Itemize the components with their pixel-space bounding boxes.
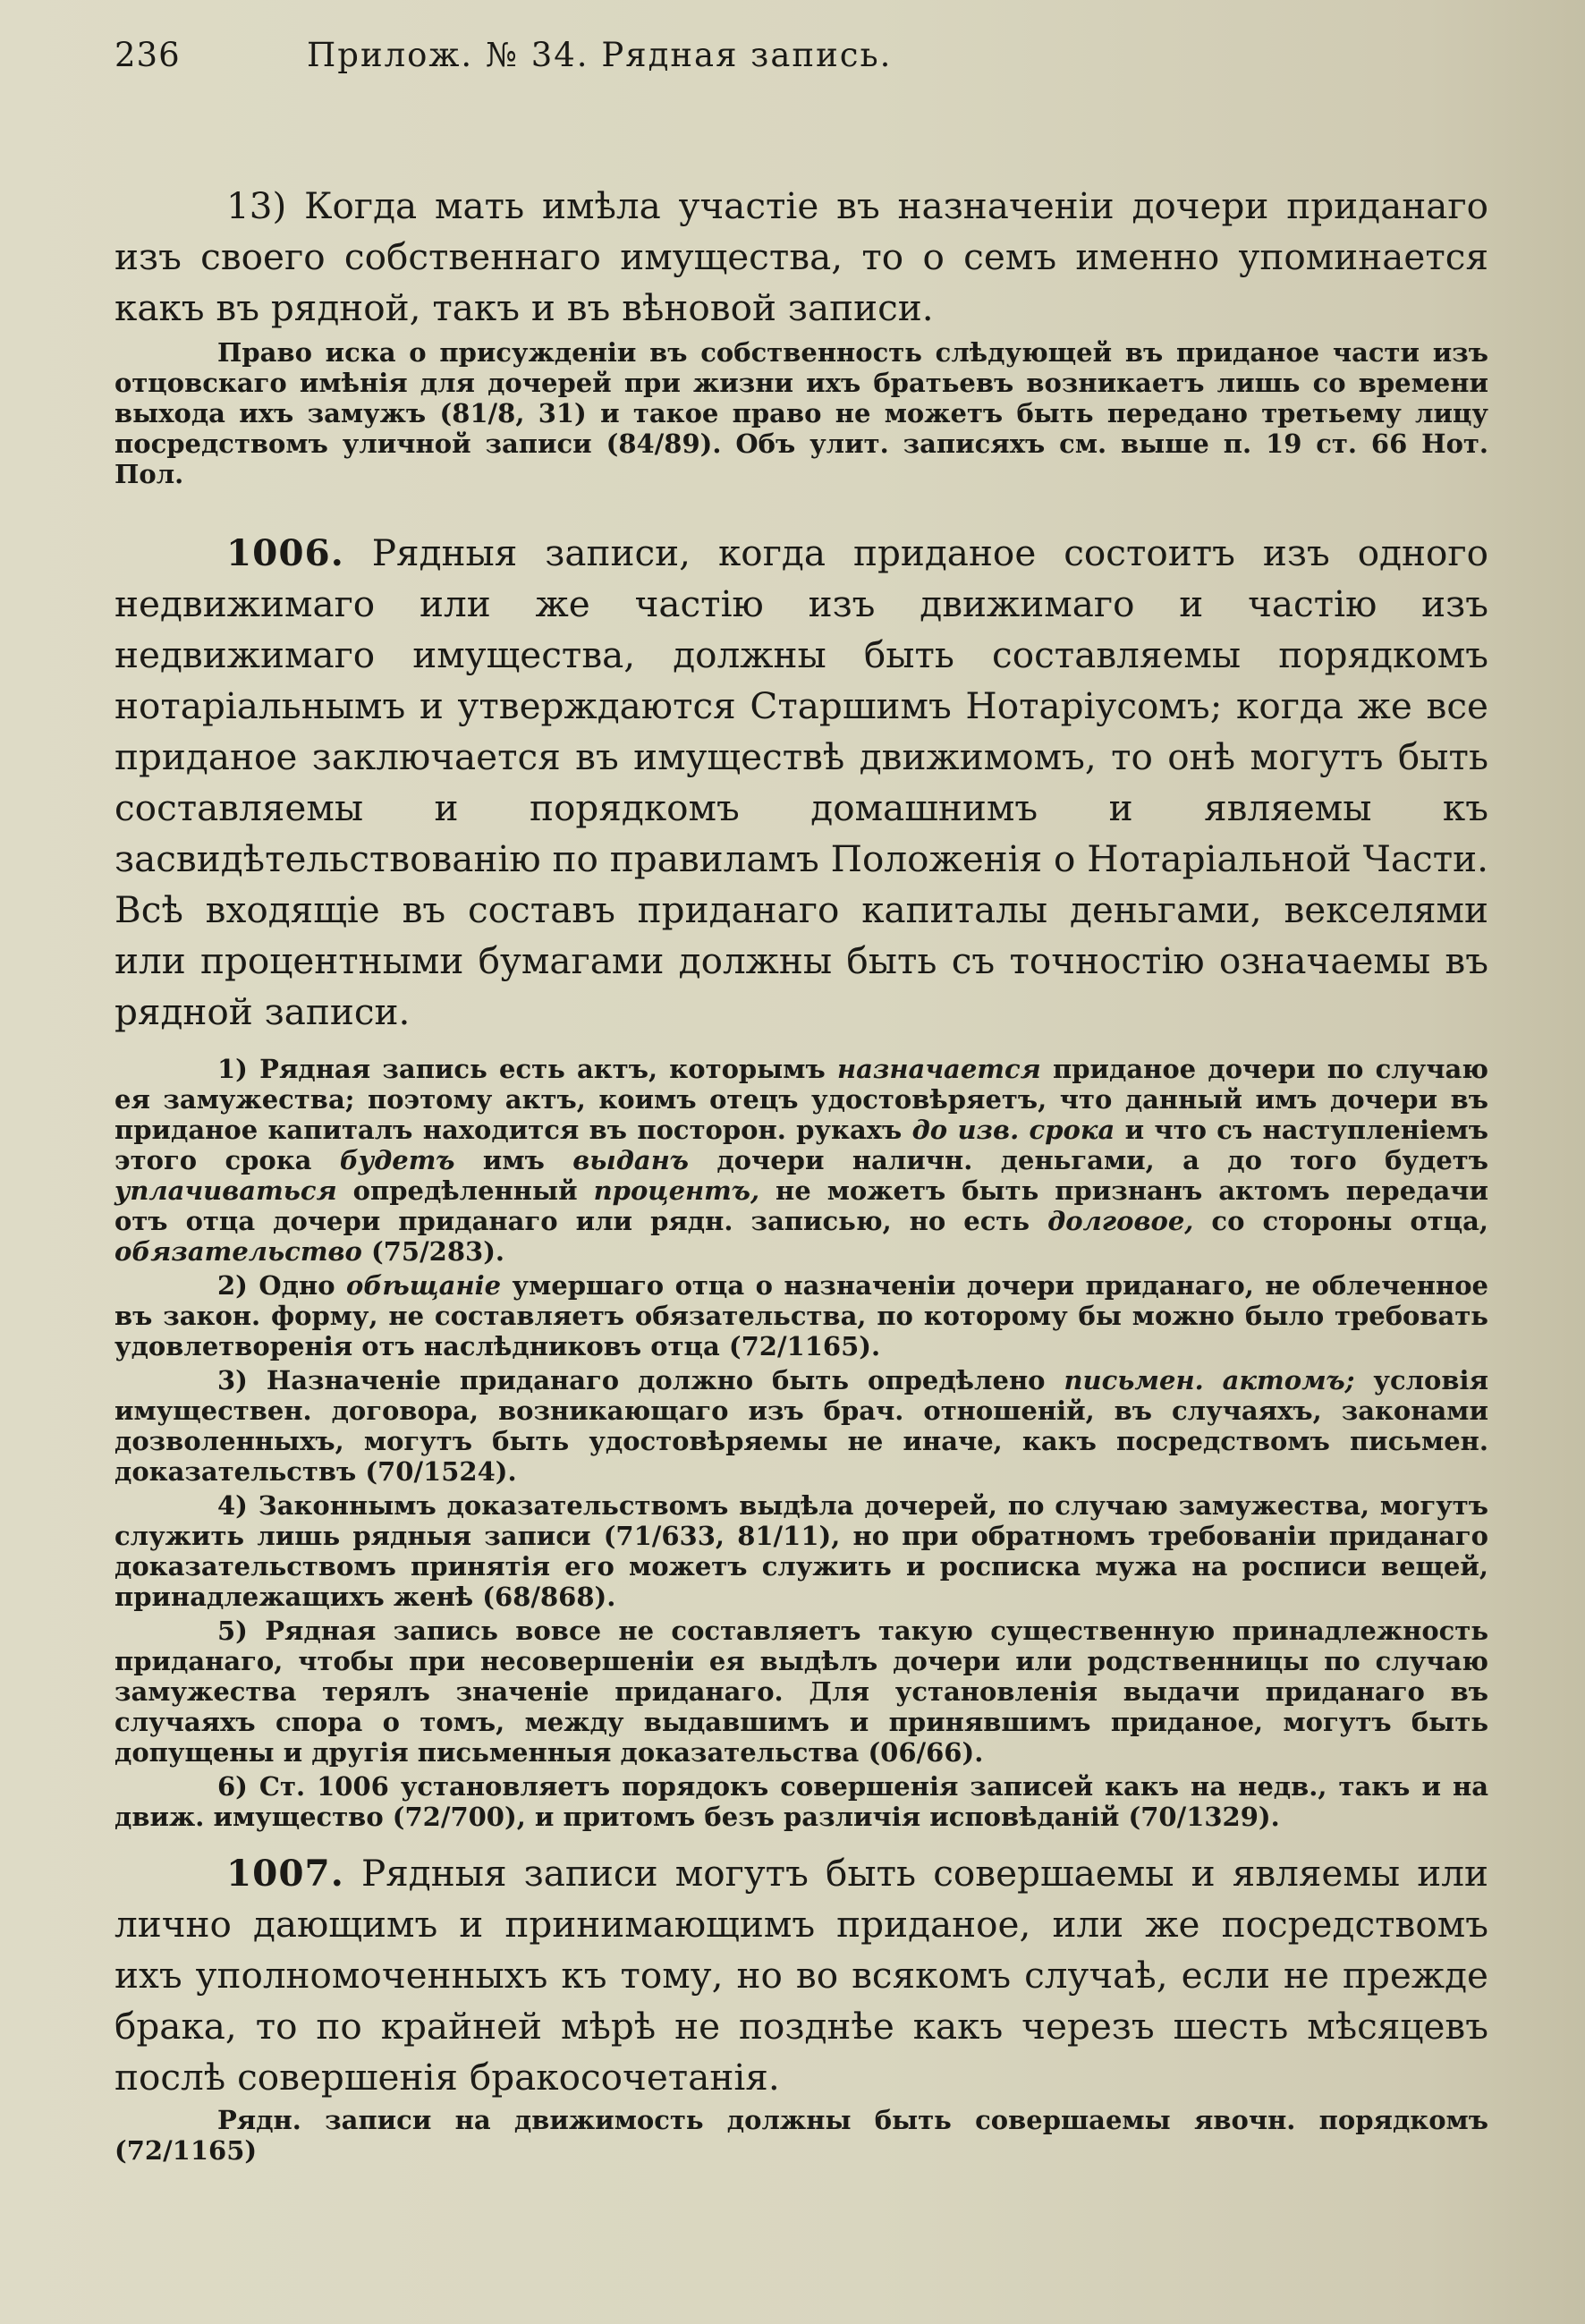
note-text: 3) Назначеніе приданаго должно быть опредѣлено [217, 1365, 1064, 1395]
note-text: приданое дочери по случаю ея замужества; поэтому актъ, коимъ отецъ удостовѣряетъ, что данный имъ дочери въ приданое капиталъ находится въ посторон. рукахъ [114, 1054, 1488, 1145]
article-1007-text: Рядныя записи могутъ быть совершаемы и являемы или лично дающимъ и принимающимъ приданое, или же посредствомъ ихъ уполномоченныхъ къ тому, но во всякомъ случаѣ, если не прежде брака, то по крайней мѣрѣ не позднѣе какъ черезъ шесть мѣсяцевъ послѣ совершенія бракосочетанія. [114, 1852, 1489, 2099]
article-1006-text: Рядныя записи, когда приданое состоитъ изъ одного недвижимаго или же частію изъ движимаго и частію изъ недвижимаго имущества, должны быть составляемы порядкомъ нотаріальнымъ и утверждаются Старшимъ Нотаріусомъ; когда же все приданое заключается въ имуществѣ движимомъ, то онѣ могутъ быть составляемы и порядкомъ домашнимъ и являемы къ засвидѣтельствованію по правиламъ Положенія о Нотаріальной Части. Всѣ входящіе въ составъ приданаго капиталы деньгами, векселями или процентными бумагами должны быть съ точностію означаемы въ рядной записи. [114, 531, 1489, 1033]
note-text: умершаго отца о назначеніи дочери приданаго, не облеченное въ закон. форму, не составляетъ обязательства, по которому бы можно было требовать удовлетворенія отъ наслѣдниковъ отца (72/1165). [114, 1270, 1488, 1361]
article-1006 [114, 528, 1488, 1038]
note-1006-5: 5) Рядная запись вовсе не составляетъ такую существенную принадлежность приданаго, чтобы при несовершеніи ея выдѣлъ дочери или родственницы по случаю замужества терялъ значеніе приданаго. Для установленія выдачи приданаго въ случаяхъ спора о томъ, между выдавшимъ и принявшимъ приданое, могутъ быть допущены и другія письменныя доказательства (06/66). [114, 1616, 1488, 1768]
note-emphasis: до изв. срока [911, 1115, 1115, 1145]
note-13: Право иска о присужденіи въ собственность слѣдующей въ приданое части изъ отцовскаго имѣнія для дочерей при жизни ихъ братьевъ возникаетъ лишь со времени выхода ихъ замужъ (81/8, 31) и такое право не можетъ быть передано третьему лицу посредствомъ уличной записи (84/89). Объ улит. записяхъ см. выше п. 19 ст. 66 Нот. Пол. [114, 337, 1488, 489]
note-emphasis: обѣщаніе [346, 1270, 502, 1301]
article-1006-number: 1006. [226, 531, 344, 574]
note-emphasis: процентъ, [593, 1175, 760, 1206]
note-text: 1) Рядная запись есть актъ, которымъ [217, 1054, 837, 1084]
article-1007-number: 1007. [226, 1852, 344, 1895]
running-title: Прилож. № 34. Рядная запись. [307, 36, 893, 74]
note-text: имъ [454, 1145, 573, 1175]
note-1006-3 [114, 1365, 1488, 1487]
note-text: условія имуществен. договора, возникающаго изъ брач. отношеній, въ случаяхъ, законами дозволенныхъ, могутъ быть удостовѣряемы не иначе, какъ посредствомъ письмен. доказательствъ (70/1524). [114, 1365, 1488, 1487]
article-1007 [114, 1848, 1488, 2103]
note-text: опредѣленный [336, 1175, 594, 1206]
note-1006-6: 6) Ст. 1006 установляетъ порядокъ совершенія записей какъ на недв., такъ и на движ. имущество (72/700), и притомъ безъ различія исповѣданій (70/1329). [114, 1771, 1488, 1832]
note-text: со стороны отца, [1193, 1206, 1488, 1236]
note-text: не можетъ быть признанъ актомъ передачи отъ отца дочери приданаго или рядн. записью, но есть [114, 1175, 1488, 1236]
paragraph-13: 13) Когда мать имѣла участіе въ назначеніи дочери приданаго изъ своего собственнаго имущества, то о семъ именно упоминается какъ въ рядной, такъ и въ вѣновой записи. [114, 184, 1488, 329]
note-text: дочери наличн. деньгами, а до того будетъ [688, 1145, 1488, 1175]
note-1006-1 [114, 1054, 1488, 1267]
note-emphasis: будетъ [339, 1145, 455, 1175]
note-1006-2 [114, 1270, 1488, 1361]
note-emphasis: письмен. актомъ; [1064, 1365, 1355, 1395]
page-header [114, 36, 1488, 98]
page-number: 236 [114, 36, 181, 74]
note-emphasis: выданъ [572, 1145, 689, 1175]
note-emphasis: обязательство [114, 1236, 362, 1267]
note-1006-4: 4) Законнымъ доказательствомъ выдѣла дочерей, по случаю замужества, могутъ служить лишь рядныя записи (71/633, 81/11), но при обратномъ требованіи приданаго доказательствомъ принятія его можетъ служить и росписка мужа на росписи вещей, принадлежащихъ женѣ (68/868). [114, 1490, 1488, 1612]
note-1007: Рядн. записи на движимость должны быть совершаемы явочн. порядкомъ (72/1165) [114, 2105, 1488, 2166]
note-text: (75/283). [361, 1236, 505, 1267]
note-emphasis: уплачиваться [114, 1175, 337, 1206]
note-text: и что съ наступленіемъ этого срока [114, 1115, 1488, 1175]
note-emphasis: назначается [836, 1054, 1041, 1084]
note-emphasis: долговое, [1047, 1206, 1194, 1236]
note-text: 2) Одно [217, 1270, 347, 1301]
